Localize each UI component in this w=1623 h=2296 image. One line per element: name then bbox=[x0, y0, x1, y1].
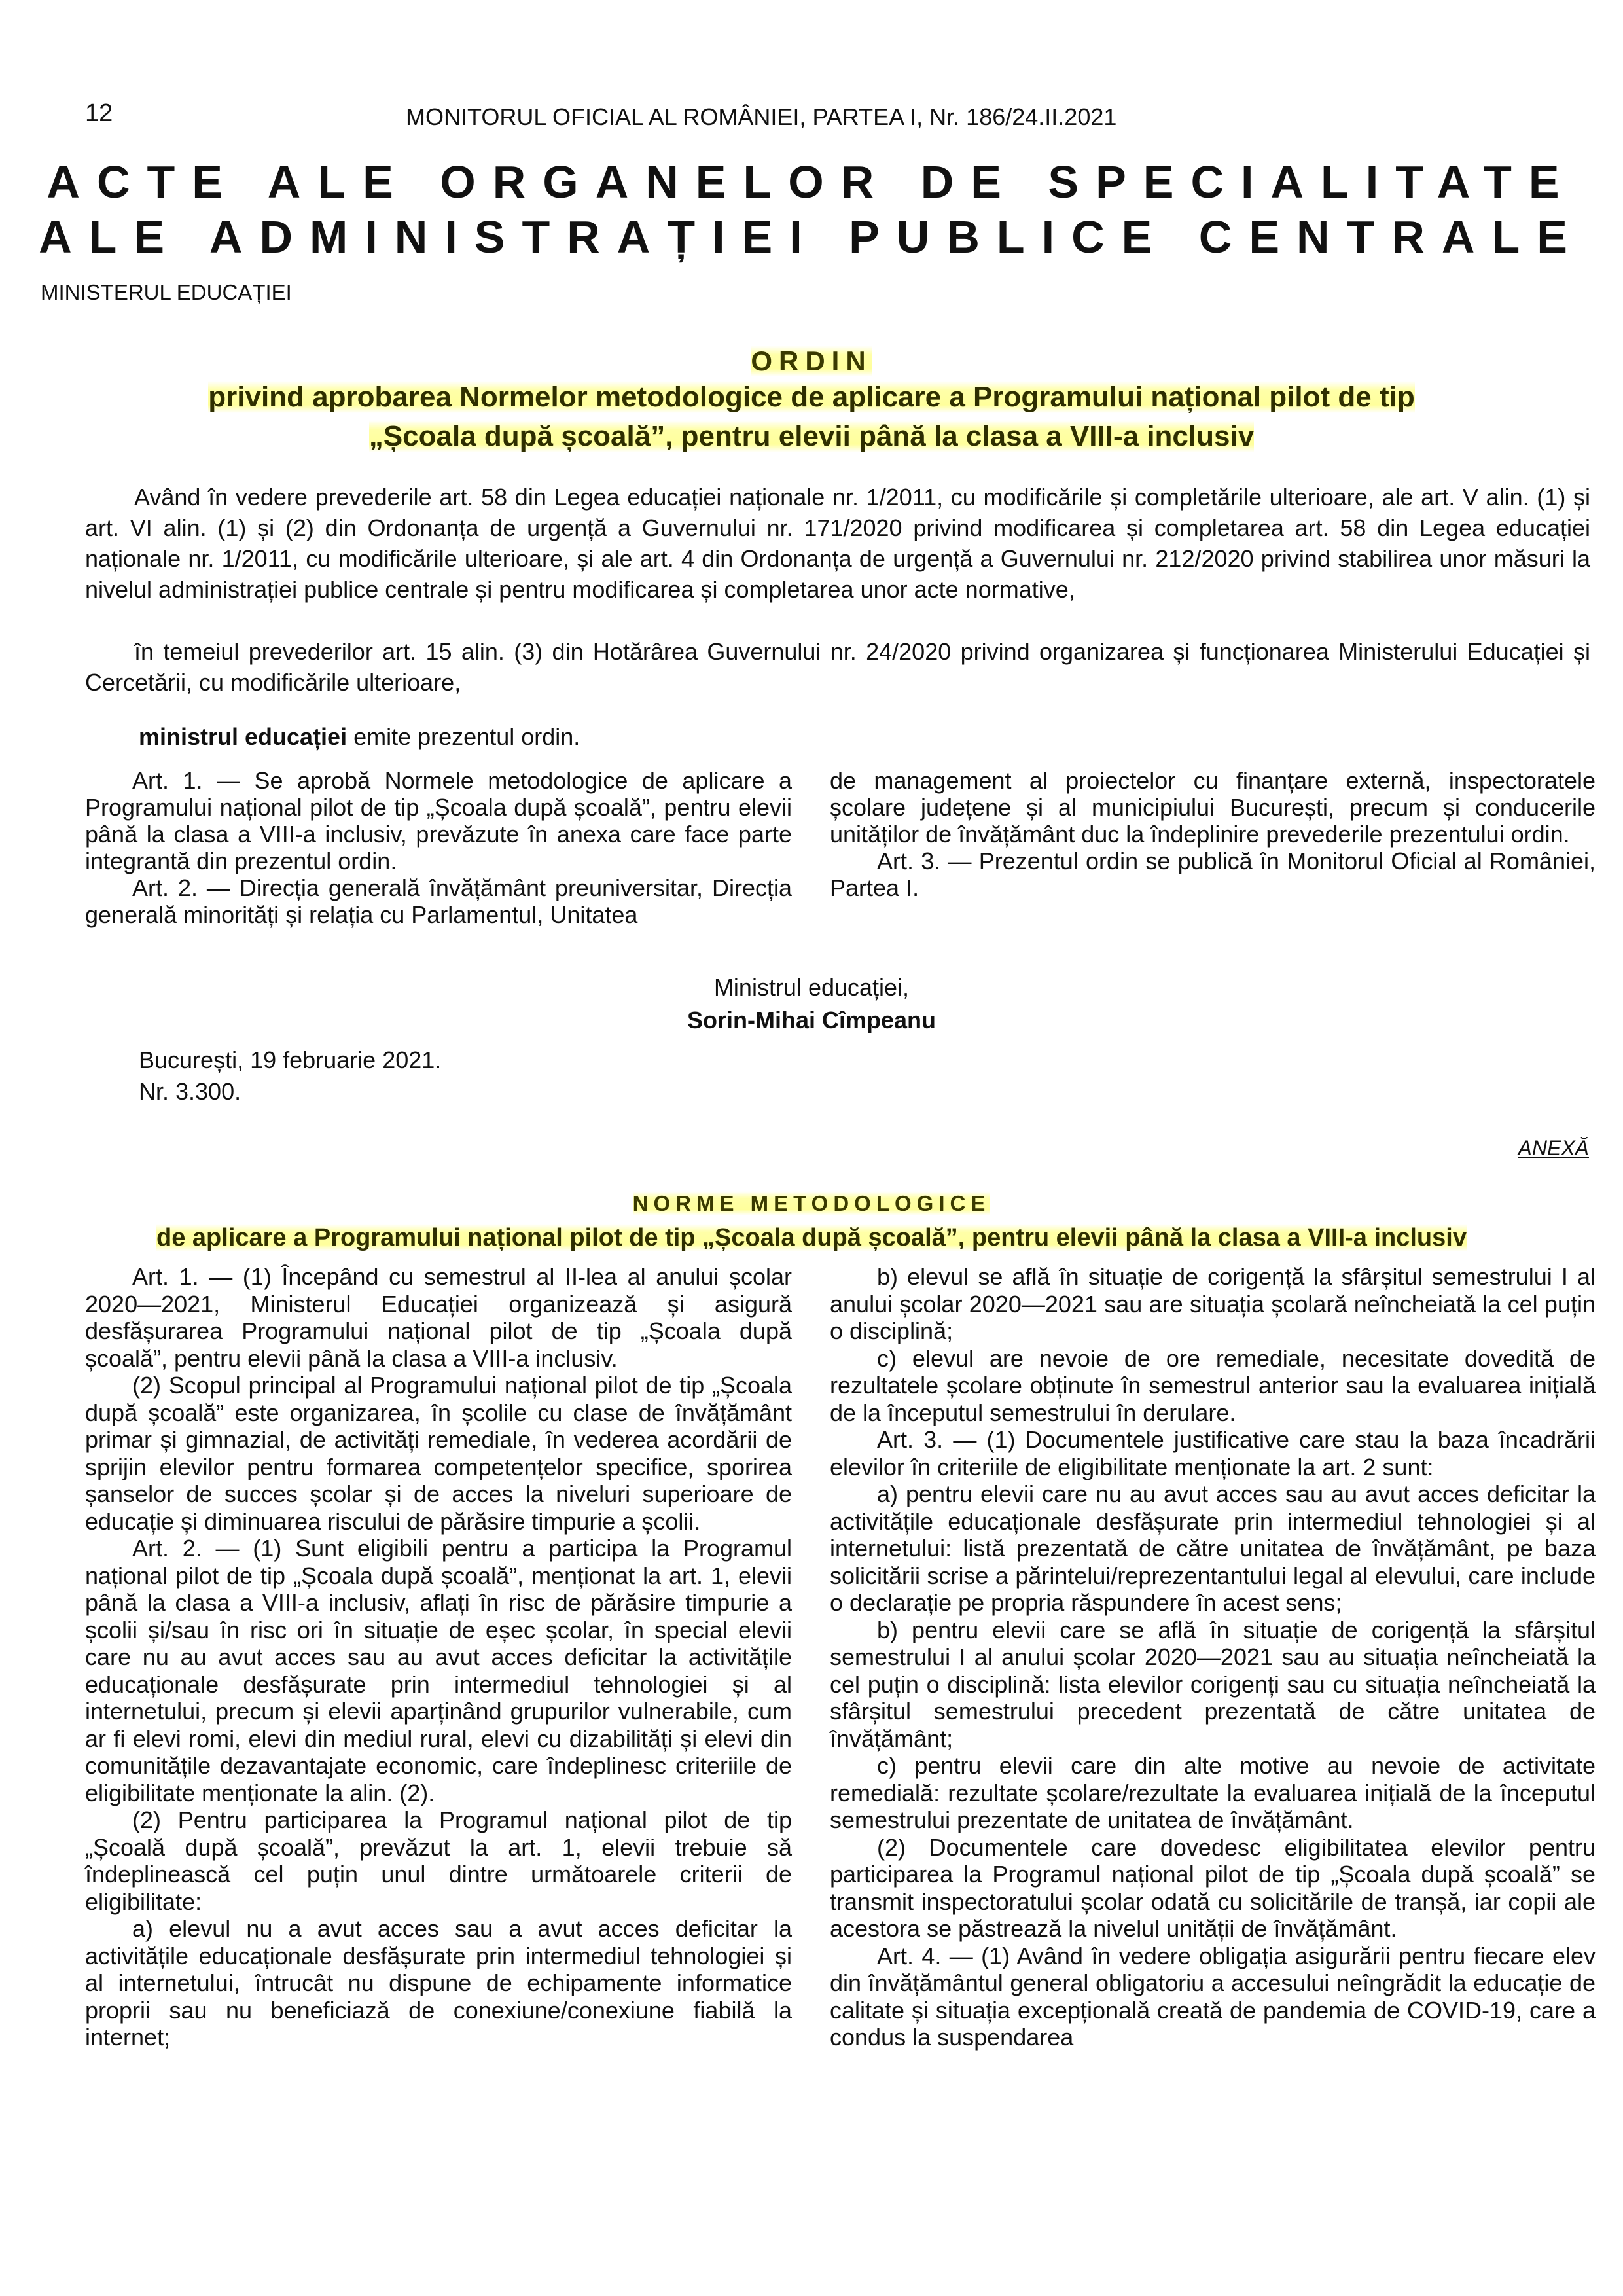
annex-paragraph: b) pentru elevii care se află în situație de corigență la sfârșitul semestrului I al anului școlar 2020—2021 sau au situația neîncheiată la cel puțin o disciplină: lista elevilor corigenți sau cu situația neîncheiată la sfârșitul semestrului precedent prezentată de către unitatea de învățământ; bbox=[830, 1616, 1596, 1752]
annex-paragraph: b) elevul se află în situație de corigență la sfârșitul semestrului I al anului școlar 2020—2021 sau are situația școlară neîncheiată la cel puțin o disciplină; bbox=[830, 1263, 1596, 1344]
annex-title bbox=[0, 1191, 1623, 1216]
order-art2-right: de management al proiectelor cu finanțare externă, inspectoratele școlare județene și al municipiului București, precum și conducerile unităților de învățământ duc la îndeplinire prevederile prezentului ordin. bbox=[830, 767, 1596, 848]
annex-subtitle bbox=[0, 1224, 1623, 1252]
order-title-text: ORDIN bbox=[751, 346, 872, 376]
signatory-name: Sorin-Mihai Cîmpeanu bbox=[687, 1007, 936, 1033]
order-art2-left: Art. 2. — Direcția generală învățământ preuniversitar, Direcția generală minorități și relația cu Parlamentul, Unitatea bbox=[85, 874, 792, 928]
section-title-line1: ACTE ALE ORGANELOR DE SPECIALITATE bbox=[46, 156, 1577, 207]
enacting-clause bbox=[139, 721, 1623, 752]
annex-paragraph: a) elevul nu a avut acces sau a avut acces deficitar la activitățile educaționale desfășurate prin intermediul tehnologiei și al internetului, întrucât nu dispune de echipamente informatice proprii sau nu beneficiază de conexiune/conexiune fiabilă la internet; bbox=[85, 1915, 792, 2051]
place-date-number bbox=[139, 1045, 441, 1107]
order-subtitle-line1-text: privind aprobarea Normelor metodologice de aplicare a Programului național pilot de tip bbox=[208, 381, 1415, 413]
order-left-column bbox=[85, 767, 792, 928]
annex-paragraph: Art. 4. — (1) Având în vedere obligația asigurării pentru fiecare elev din învățământul general obligatoriu a accesului neîngrădit la educație de calitate și situația excepțională creată de pandemia de COVID-19, care a condus la suspendarea bbox=[830, 1942, 1596, 2051]
order-art3: Art. 3. — Prezentul ordin se publică în Monitorul Oficial al României, Partea I. bbox=[830, 848, 1596, 901]
annex-paragraph: Art. 1. — (1) Începând cu semestrul al II-lea al anului școlar 2020—2021, Ministerul Educației organizează și asigură desfășurarea Programului național pilot de tip „Școala după școală”, pentru elevii până la clasa a VIII-a inclusiv. bbox=[85, 1263, 792, 1372]
place-date: București, 19 februarie 2021. bbox=[139, 1047, 442, 1073]
order-subtitle-line2-text: „Școala după școală”, pentru elevii până la clasa a VIII-a inclusiv bbox=[368, 420, 1255, 452]
annex-left-column bbox=[85, 1263, 792, 2051]
annex-subtitle-text: de aplicare a Programului național pilot de tip „Școala după școală”, pentru elevii până la clasa a VIII-a inclusiv bbox=[156, 1224, 1467, 1251]
annex-paragraph: Art. 2. — (1) Sunt eligibili pentru a participa la Programul național pilot de tip „Școala după școală”, menționat la art. 1, elevii până la clasa a VIII-a inclusiv, aflați în risc de părăsire timpurie a școlii și/sau în risc ori în situație de eșec școlar, în special elevii care nu au avut acces sau au avut acces deficitar la activitățile educaționale desfășurate prin intermediul tehnologiei și al internetului, precum și elevii aparținând grupurilor vulnerabile, cum ar fi elevi romi, elevi din mediul rural, elevi cu dizabilități și elevi din comunitățile dezavantajate economic, care îndeplinesc criteriile de eligibilitate menționate la alin. (2). bbox=[85, 1535, 792, 1806]
order-subtitle-line2 bbox=[0, 420, 1623, 453]
issuer: MINISTERUL EDUCAȚIEI bbox=[41, 280, 292, 304]
enact-rest: emite prezentul ordin. bbox=[347, 723, 580, 750]
annex-paragraph: c) pentru elevii care din alte motive au nevoie de activitate remedială: rezultate școlare/rezultate la evaluarea inițială de la începutul semestrului prezentate de unitatea de învățământ. bbox=[830, 1752, 1596, 1833]
order-art1: Art. 1. — Se aprobă Normele metodologice de aplicare a Programului național pilot de tip „Școala după școală”, pentru elevii până la clasa a VIII-a inclusiv, prevăzute în anexa care face parte integrantă din prezentul ordin. bbox=[85, 767, 792, 874]
annex-paragraph: a) pentru elevii care nu au avut acces sau au avut acces deficitar la activitățile educaționale desfășurate prin intermediul tehnologiei și al internetului: listă prezentată de către unitatea de învățământ, pe baza solicitării scrise a părintelui/reprezentantului legal al elevului, care include o declarație pe propria răspundere în acest sens; bbox=[830, 1480, 1596, 1616]
preamble-1: Având în vedere prevederile art. 58 din Legea educației naționale nr. 1/2011, cu modificările și completările ulterioare, ale art. V alin. (1) și art. VI alin. (1) și (2) din Ordonanța de urgență a Guvernului nr. 171/2020 privind modificarea și completarea art. 58 din Legea educației naționale nr. 1/2011, cu modificările ulterioare, și ale art. 4 din Ordonanța de urgență a Guvernului nr. 212/2020 privind stabilirea unor măsuri la nivelul administrației publice centrale și pentru modificarea și completarea unor acte normative, bbox=[85, 484, 1590, 603]
signatory-title: Ministrul educației, bbox=[713, 974, 910, 1001]
order-right-column bbox=[830, 767, 1596, 901]
annex-paragraph: (2) Scopul principal al Programului național pilot de tip „Școala după școală” este organizarea, în școlile cu clase de învățământ primar și gimnazial, de activități remediale, în vederea acordării de sprijin elevilor pentru formarea competențelor specifice, sporirea șanselor de succes școlar și de acces la niveluri superioare de educație și diminuarea riscului de părăsire timpurie a școlii. bbox=[85, 1372, 792, 1535]
order-subtitle-line1 bbox=[0, 381, 1623, 414]
annex-paragraph: (2) Documentele care dovedesc eligibilitatea elevilor pentru participarea la Programul național pilot de tip „Școala după școală” se transmit inspectoratului școlar odată cu solicitările de tranșă, iar copii ale acestora se păstrează la nivelul unității de învățământ. bbox=[830, 1833, 1596, 1942]
page-number: 12 bbox=[85, 99, 113, 127]
order-title bbox=[0, 346, 1623, 377]
annex-paragraph: c) elevul are nevoie de ore remediale, necesitate dovedită de rezultatele școlare obținute în semestrul anterior sau la evaluarea inițială de la începutul semestrului în derulare. bbox=[830, 1344, 1596, 1426]
section-title-line2: ALE ADMINISTRAȚIEI PUBLICE CENTRALE bbox=[39, 211, 1584, 262]
annex-label: ANEXĂ bbox=[1518, 1136, 1589, 1160]
annex-paragraph: Art. 3. — (1) Documentele justificative care stau la baza încadrării elevilor în criteriile de eligibilitate menționate la art. 2 sunt: bbox=[830, 1426, 1596, 1480]
running-head: MONITORUL OFICIAL AL ROMÂNIEI, PARTEA I, Nr. 186/24.II.2021 bbox=[406, 103, 1117, 130]
preamble-2: în temeiul prevederilor art. 15 alin. (3) din Hotărârea Guvernului nr. 24/2020 privind organizarea și funcționarea Ministerului Educației și Cercetării, cu modificările ulterioare, bbox=[85, 638, 1590, 696]
annex-paragraph: (2) Pentru participarea la Programul național pilot de tip „Școală după școală”, prevăzut la art. 1, elevii trebuie să îndeplinească cel puțin unul dintre următoarele criterii de eligibilitate: bbox=[85, 1806, 792, 1915]
order-number: Nr. 3.300. bbox=[139, 1078, 241, 1105]
annex-right-column bbox=[830, 1263, 1596, 2051]
enact-bold: ministrul educației bbox=[139, 723, 348, 750]
annex-title-text: NORME METODOLOGICE bbox=[632, 1191, 991, 1215]
